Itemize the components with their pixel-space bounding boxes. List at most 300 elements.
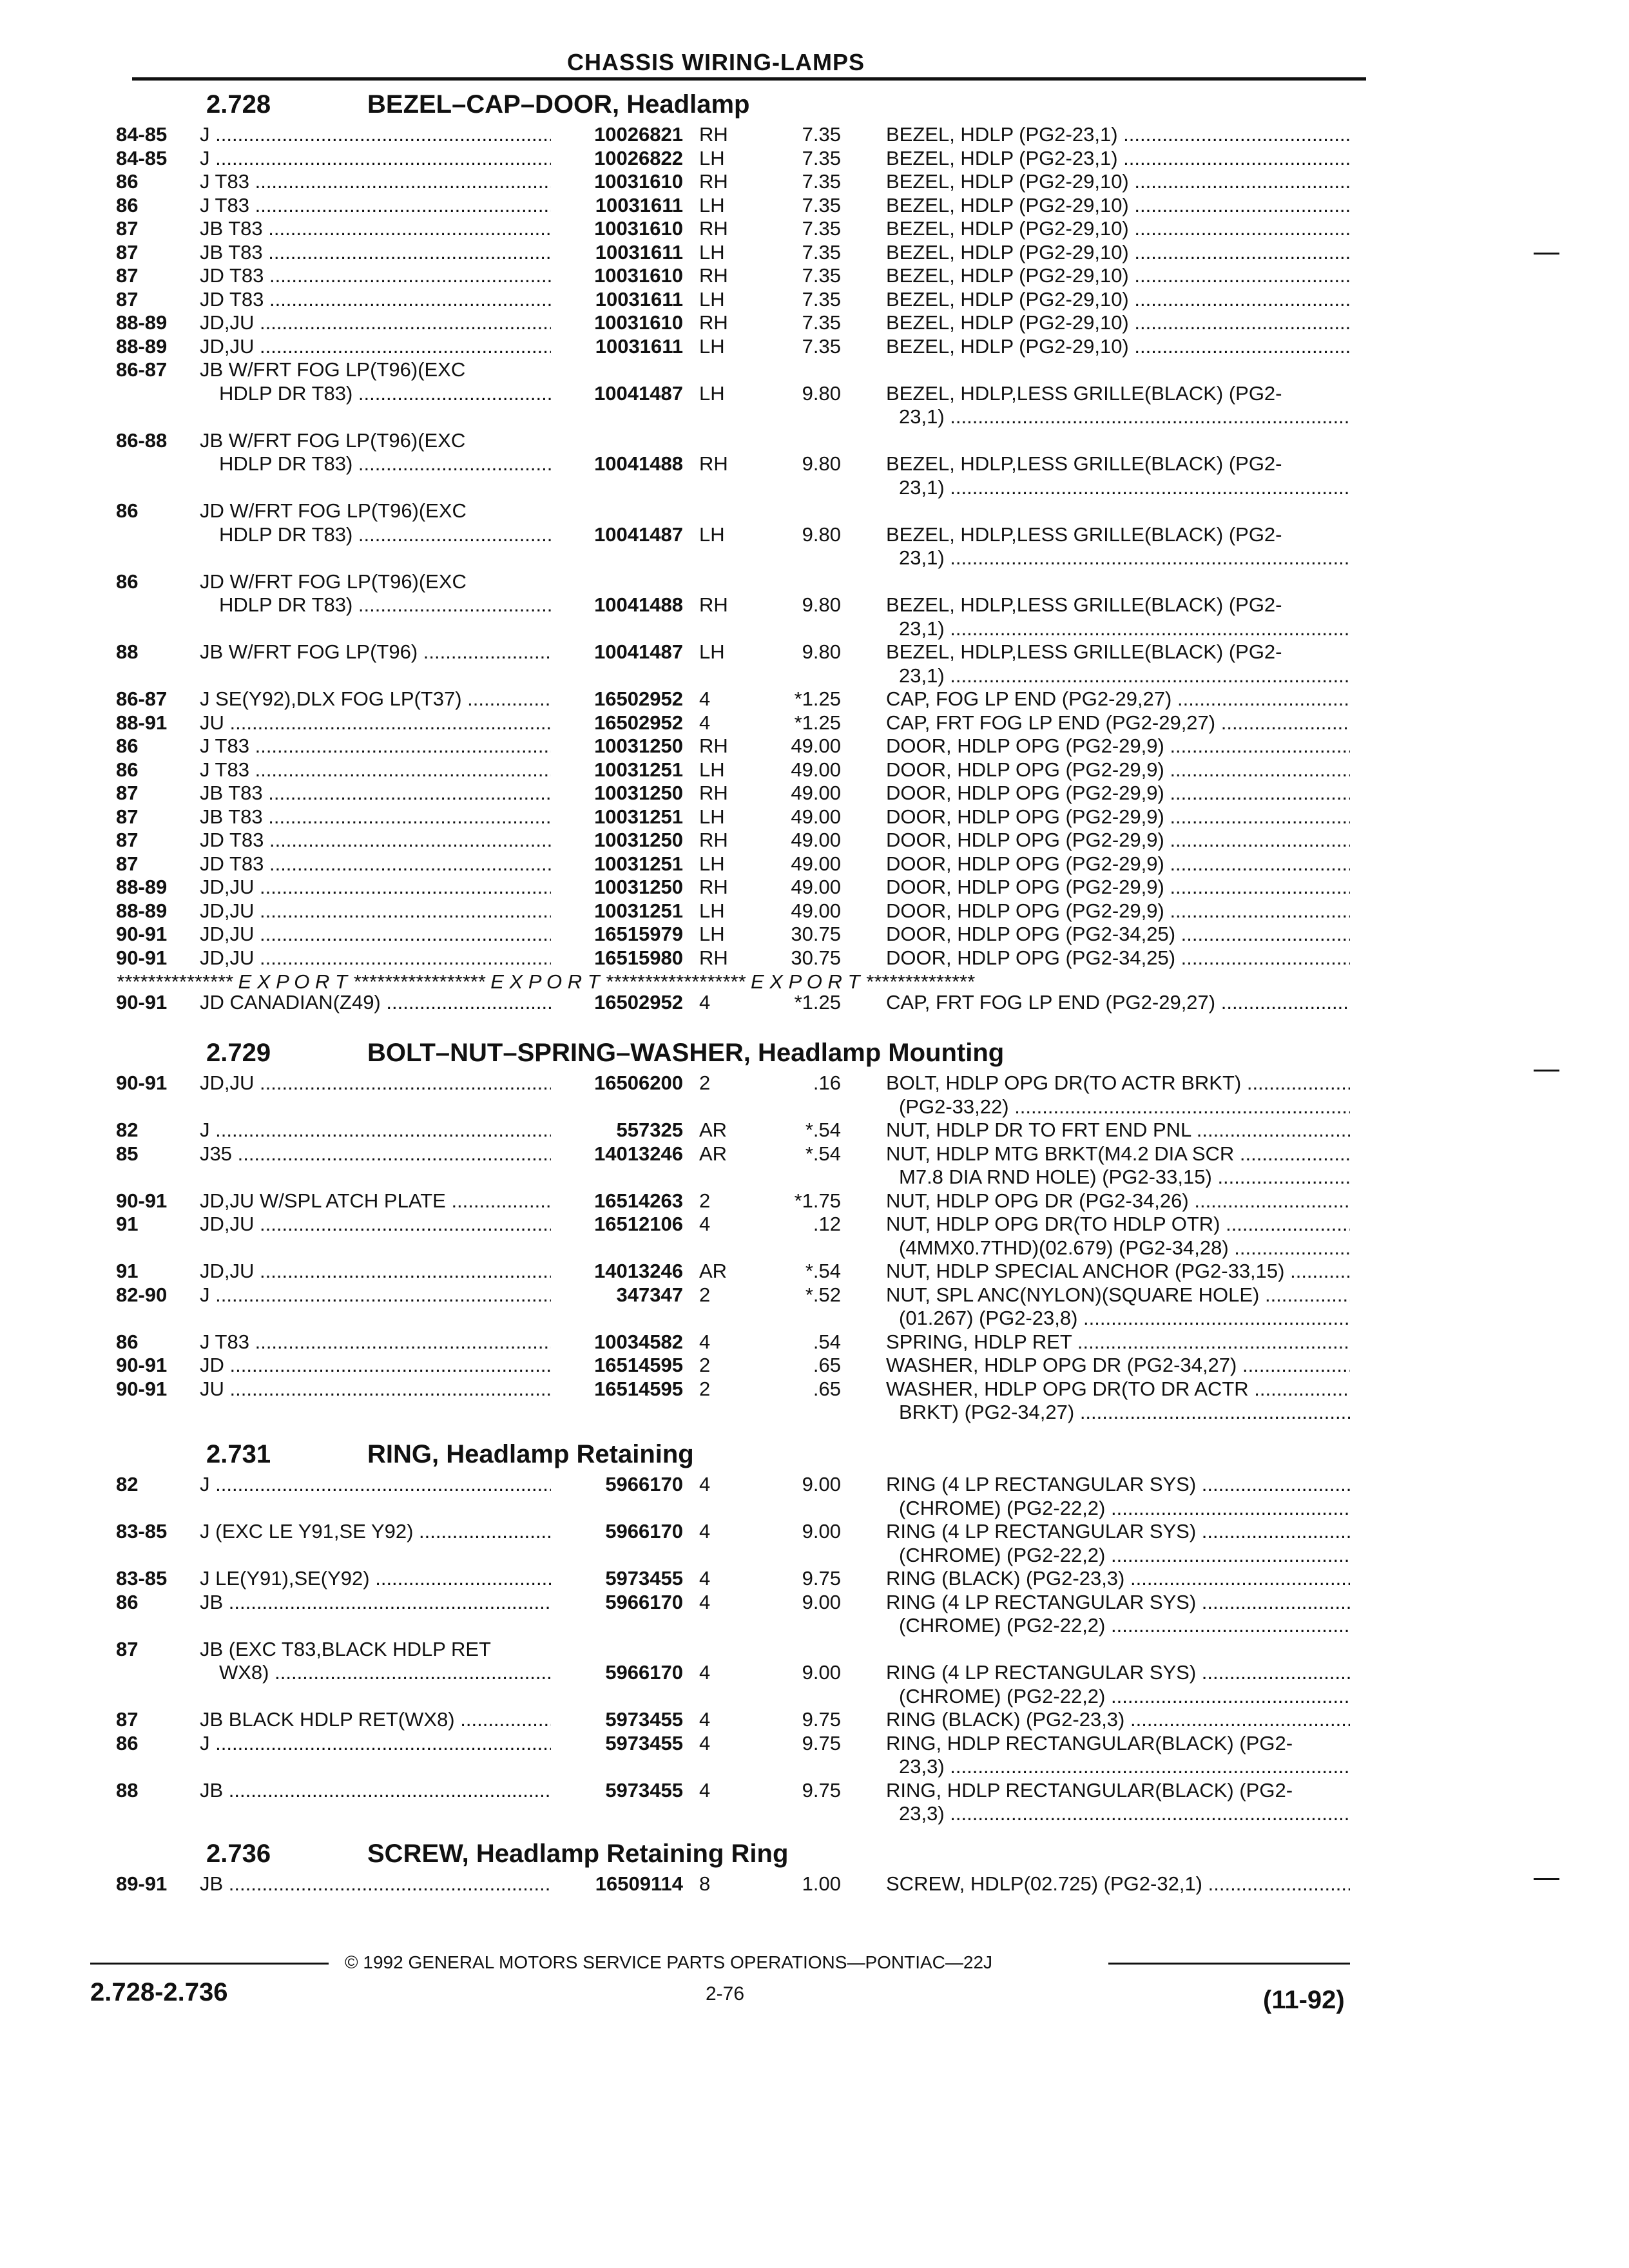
table-row	[0, 124, 1629, 146]
price: .65	[813, 1377, 841, 1400]
part-name: BEZEL, HDLP,LESS GRILLE(BLACK) (PG2-	[886, 453, 1282, 475]
part-name: SPRING, HDLP RET .....	[886, 1331, 1350, 1353]
table-row	[0, 336, 1629, 358]
part-name: BOLT, HDLP OPG DR(TO ACTR BRKT) .....	[886, 1072, 1350, 1094]
quantity: 2	[699, 1189, 711, 1212]
model-year: 90-91	[116, 923, 168, 945]
table-row	[0, 618, 1629, 640]
table-row	[0, 1497, 1629, 1519]
model-year: 86	[116, 758, 139, 781]
table-row	[0, 1378, 1629, 1400]
application-desc: JB .....	[200, 1873, 551, 1895]
part-name-cont: BRKT) (PG2-34,27) .....	[899, 1401, 1350, 1423]
part-name: RING (BLACK) (PG2-23,3) .....	[886, 1568, 1350, 1590]
section-title: BEZEL–CAP–DOOR, Headlamp	[367, 90, 750, 119]
application-desc: JD,JU .....	[200, 1072, 551, 1094]
price: 7.35	[802, 240, 841, 264]
footer-date: (11-92)	[1263, 1986, 1345, 2014]
section-number: 2.728	[206, 90, 271, 119]
part-number: 16514595	[594, 1377, 683, 1400]
application-desc: J T83 .....	[200, 171, 551, 193]
model-year: 86-87	[116, 687, 168, 710]
part-number: 16514595	[594, 1354, 683, 1376]
application-desc-cont: HDLP DR T83) .....	[219, 453, 551, 475]
model-year: 86-88	[116, 428, 168, 452]
section-number: 2.736	[206, 1840, 271, 1868]
price: 9.80	[802, 593, 841, 616]
part-number: 10031611	[595, 287, 683, 311]
price: *.54	[805, 1260, 841, 1282]
model-year: 88-89	[116, 311, 168, 334]
part-name: BEZEL, HDLP (PG2-29,10) .....	[886, 171, 1350, 193]
model-year: 88	[116, 640, 139, 663]
price: *.52	[805, 1283, 841, 1306]
table-row	[0, 1709, 1629, 1731]
table-row	[0, 524, 1629, 546]
footer-page-number: 2-76	[706, 1983, 745, 2004]
part-name: RING (BLACK) (PG2-23,3) .....	[886, 1709, 1350, 1731]
table-row	[0, 242, 1629, 264]
application-desc-cont: WX8) .....	[219, 1662, 551, 1684]
application-desc: JD W/FRT FOG LP(T96)(EXC	[200, 570, 467, 593]
part-name: CAP, FRT FOG LP END (PG2-29,27) .....	[886, 712, 1350, 734]
part-number: 10041488	[594, 593, 683, 616]
part-name: NUT, SPL ANC(NYLON)(SQUARE HOLE) .....	[886, 1284, 1350, 1306]
application-desc: J .....	[200, 1284, 551, 1306]
quantity: 4	[699, 1213, 711, 1235]
application-desc: JD,JU .....	[200, 1260, 551, 1282]
application-desc: JB W/FRT FOG LP(T96) .....	[200, 641, 551, 663]
part-number: 16502952	[594, 711, 683, 734]
footer-rule-left	[90, 1963, 329, 1965]
section-title: RING, Headlamp Retaining	[367, 1440, 694, 1468]
application-desc: J (EXC LE Y91,SE Y92) .....	[200, 1521, 551, 1542]
table-row	[0, 1096, 1629, 1118]
section-title: SCREW, Headlamp Retaining Ring	[367, 1840, 789, 1868]
price: 49.00	[791, 852, 841, 875]
price: 49.00	[791, 829, 841, 851]
price: .54	[813, 1330, 841, 1353]
price: .65	[813, 1354, 841, 1376]
part-name: NUT, HDLP DR TO FRT END PNL .....	[886, 1119, 1350, 1141]
application-desc: JD,JU .....	[200, 336, 551, 358]
application-desc: JU .....	[200, 1378, 551, 1400]
part-name: NUT, HDLP OPG DR (PG2-34,26) .....	[886, 1190, 1350, 1212]
application-desc: J SE(Y92),DLX FOG LP(T37) .....	[200, 688, 551, 710]
quantity: LH	[699, 923, 725, 945]
model-year: 88	[116, 1778, 139, 1802]
page-title: CHASSIS WIRING-LAMPS	[567, 49, 865, 75]
price: 9.00	[802, 1520, 841, 1542]
footer-section-range: 2.728-2.736	[90, 1978, 228, 2006]
quantity: RH	[699, 311, 728, 334]
price: 49.00	[791, 758, 841, 781]
table-row	[0, 1166, 1629, 1188]
part-number: 10041487	[594, 523, 683, 546]
table-row	[0, 712, 1629, 734]
quantity: 8	[699, 1872, 711, 1895]
part-name-cont: (CHROME) (PG2-22,2) .....	[899, 1686, 1350, 1707]
quantity: RH	[699, 829, 728, 851]
application-desc: JD CANADIAN(Z49) .....	[200, 992, 551, 1014]
application-desc: J T83 .....	[200, 735, 551, 757]
model-year: 88-89	[116, 899, 168, 922]
application-desc: JB BLACK HDLP RET(WX8) .....	[200, 1709, 551, 1731]
table-row	[0, 1260, 1629, 1282]
price: 9.80	[802, 640, 841, 663]
application-desc-cont: HDLP DR T83) .....	[219, 594, 551, 616]
application-desc: J T83 .....	[200, 759, 551, 781]
part-name-cont: 23,1) .....	[899, 618, 1350, 640]
quantity: 4	[699, 1778, 711, 1802]
table-row	[0, 1119, 1629, 1141]
application-desc: J T83 .....	[200, 1331, 551, 1353]
model-year: 90-91	[116, 1189, 168, 1212]
application-desc: JD T83 .....	[200, 853, 551, 875]
part-name-cont: (CHROME) (PG2-22,2) .....	[899, 1615, 1350, 1637]
table-row	[0, 1331, 1629, 1353]
application-desc: J T83 .....	[200, 195, 551, 216]
part-name: BEZEL, HDLP,LESS GRILLE(BLACK) (PG2-	[886, 523, 1282, 546]
table-row	[0, 853, 1629, 875]
table-row	[0, 1568, 1629, 1590]
model-year: 82-90	[116, 1283, 168, 1306]
part-name: BEZEL, HDLP (PG2-29,10) .....	[886, 195, 1350, 216]
quantity: 4	[699, 1708, 711, 1731]
table-row	[0, 1686, 1629, 1707]
part-name: NUT, HDLP SPECIAL ANCHOR (PG2-33,15) .....	[886, 1260, 1350, 1282]
model-year: 85	[116, 1142, 139, 1165]
price: *.54	[805, 1142, 841, 1165]
application-desc: JD T83 .....	[200, 829, 551, 851]
part-number: 5973455	[605, 1731, 683, 1754]
part-name: BEZEL, HDLP (PG2-29,10) .....	[886, 265, 1350, 287]
model-year: 88-91	[116, 711, 168, 734]
part-number: 10041487	[594, 381, 683, 405]
table-row	[0, 195, 1629, 216]
price: 9.75	[802, 1731, 841, 1754]
part-number: 10034582	[594, 1330, 683, 1353]
model-year: 83-85	[116, 1520, 168, 1542]
part-name-cont: (PG2-33,22) .....	[899, 1096, 1350, 1118]
part-name: DOOR, HDLP OPG (PG2-34,25) .....	[886, 947, 1350, 969]
table-row	[0, 571, 1629, 593]
price: 7.35	[802, 264, 841, 287]
table-row	[0, 1615, 1629, 1637]
price: 9.75	[802, 1778, 841, 1802]
quantity: 2	[699, 1072, 711, 1094]
quantity: LH	[699, 334, 725, 358]
model-year: 87	[116, 805, 139, 828]
model-year: 86	[116, 193, 139, 216]
table-row	[0, 923, 1629, 945]
part-number: 16502952	[594, 990, 683, 1014]
price: 9.00	[802, 1590, 841, 1613]
application-desc-cont: HDLP DR T83) .....	[219, 524, 551, 546]
table-row	[0, 1401, 1629, 1423]
quantity: LH	[699, 381, 725, 405]
part-name-cont: (CHROME) (PG2-22,2) .....	[899, 1544, 1350, 1566]
model-year: 82	[116, 1119, 139, 1141]
part-name: WASHER, HDLP OPG DR (PG2-34,27) .....	[886, 1354, 1350, 1376]
table-row	[0, 500, 1629, 522]
price: 9.00	[802, 1661, 841, 1684]
part-name: DOOR, HDLP OPG (PG2-29,9) .....	[886, 900, 1350, 922]
table-row	[0, 265, 1629, 287]
quantity: RH	[699, 782, 728, 804]
part-name: BEZEL, HDLP,LESS GRILLE(BLACK) (PG2-	[886, 382, 1282, 405]
part-name: RING (4 LP RECTANGULAR SYS) .....	[886, 1662, 1350, 1684]
part-name-cont: 23,1) .....	[899, 665, 1350, 687]
part-name: BEZEL, HDLP (PG2-29,10) .....	[886, 312, 1350, 334]
part-name-cont: 23,1) .....	[899, 477, 1350, 499]
table-row	[0, 1474, 1629, 1495]
quantity: 4	[699, 990, 711, 1014]
table-row	[0, 406, 1629, 428]
part-number: 10031250	[594, 782, 683, 804]
part-number: 10031250	[594, 876, 683, 898]
table-row	[0, 1143, 1629, 1165]
part-number: 5973455	[605, 1778, 683, 1802]
application-desc: J .....	[200, 1474, 551, 1495]
quantity: RH	[699, 593, 728, 616]
model-year: 84-85	[116, 123, 168, 146]
table-row	[0, 1756, 1629, 1778]
header-rule	[132, 77, 1366, 81]
section-number: 2.729	[206, 1039, 271, 1067]
quantity: AR	[699, 1142, 728, 1165]
model-year: 87	[116, 240, 139, 264]
table-row	[0, 1307, 1629, 1329]
section-number: 2.731	[206, 1440, 271, 1468]
part-name: DOOR, HDLP OPG (PG2-29,9) .....	[886, 759, 1350, 781]
table-row	[0, 1354, 1629, 1376]
price: 9.75	[802, 1708, 841, 1731]
table-row	[0, 1072, 1629, 1094]
table-row	[0, 453, 1629, 475]
quantity: LH	[699, 146, 725, 169]
price: 7.35	[802, 217, 841, 240]
price: *1.75	[794, 1189, 841, 1212]
price: *1.25	[794, 711, 841, 734]
table-row	[0, 1780, 1629, 1802]
part-number: 5973455	[605, 1567, 683, 1590]
quantity: 2	[699, 1377, 711, 1400]
model-year: 91	[116, 1260, 139, 1282]
price: 7.35	[802, 123, 841, 146]
footer-rule-right	[1108, 1963, 1350, 1965]
part-number: 16514263	[594, 1189, 683, 1212]
model-year: 87	[116, 782, 139, 804]
part-number: 5973455	[605, 1708, 683, 1731]
part-name: DOOR, HDLP OPG (PG2-29,9) .....	[886, 853, 1350, 875]
part-number: 10041487	[594, 640, 683, 663]
price: 7.35	[802, 311, 841, 334]
application-desc: J .....	[200, 1119, 551, 1141]
model-year: 87	[116, 1637, 139, 1660]
quantity: RH	[699, 946, 728, 969]
table-row	[0, 148, 1629, 169]
quantity: 4	[699, 1330, 711, 1353]
part-name-cont: 23,1) .....	[899, 406, 1350, 428]
price: 49.00	[791, 782, 841, 804]
part-number: 10031610	[594, 217, 683, 240]
model-year: 87	[116, 287, 139, 311]
part-name: BEZEL, HDLP,LESS GRILLE(BLACK) (PG2-	[886, 641, 1282, 663]
model-year: 86	[116, 1590, 139, 1613]
part-name: RING, HDLP RECTANGULAR(BLACK) (PG2-	[886, 1732, 1293, 1754]
part-name: NUT, HDLP MTG BRKT(M4.2 DIA SCR .....	[886, 1143, 1350, 1165]
application-desc: JD,JU .....	[200, 947, 551, 969]
table-row	[0, 594, 1629, 616]
part-number: 10026821	[594, 123, 683, 146]
table-row	[0, 1591, 1629, 1613]
part-number: 16506200	[594, 1072, 683, 1094]
table-row	[0, 759, 1629, 781]
part-number: 10031250	[594, 829, 683, 851]
table-row	[0, 1639, 1629, 1660]
application-desc: JD,JU .....	[200, 900, 551, 922]
model-year: 82	[116, 1473, 139, 1495]
part-name: DOOR, HDLP OPG (PG2-29,9) .....	[886, 806, 1350, 828]
application-desc: J35 .....	[200, 1143, 551, 1165]
part-number: 10031610	[594, 311, 683, 334]
table-row	[0, 992, 1629, 1014]
table-row	[0, 1662, 1629, 1684]
table-row	[0, 547, 1629, 569]
table-row	[0, 829, 1629, 851]
price: 9.80	[802, 452, 841, 475]
part-number: 16512106	[594, 1213, 683, 1235]
part-name: NUT, HDLP OPG DR(TO HDLP OTR) .....	[886, 1213, 1350, 1235]
table-row	[0, 218, 1629, 240]
price: 9.75	[802, 1567, 841, 1590]
section-title: BOLT–NUT–SPRING–WASHER, Headlamp Mounting	[367, 1039, 1005, 1067]
application-desc: JB T83 .....	[200, 782, 551, 804]
table-row	[0, 383, 1629, 405]
quantity: RH	[699, 264, 728, 287]
quantity: LH	[699, 640, 725, 663]
application-desc: JB .....	[200, 1780, 551, 1802]
table-row	[0, 289, 1629, 311]
price: .16	[813, 1072, 841, 1094]
part-number: 10031610	[594, 170, 683, 193]
part-name: RING (4 LP RECTANGULAR SYS) .....	[886, 1591, 1350, 1613]
table-row	[0, 1733, 1629, 1754]
margin-mark	[1534, 253, 1559, 255]
quantity: 4	[699, 1731, 711, 1754]
part-name: DOOR, HDLP OPG (PG2-29,9) .....	[886, 735, 1350, 757]
quantity: RH	[699, 876, 728, 898]
quantity: AR	[699, 1119, 728, 1141]
quantity: RH	[699, 735, 728, 757]
table-row	[0, 359, 1629, 381]
application-desc: J .....	[200, 124, 551, 146]
table-row	[0, 947, 1629, 969]
part-number: 10031251	[594, 758, 683, 781]
model-year: 86	[116, 570, 139, 593]
quantity: 4	[699, 1567, 711, 1590]
model-year: 90-91	[116, 1072, 168, 1094]
table-row	[0, 1284, 1629, 1306]
price: 9.80	[802, 523, 841, 546]
part-number: 5966170	[605, 1590, 683, 1613]
part-number: 347347	[616, 1283, 683, 1306]
model-year: 87	[116, 1708, 139, 1731]
part-number: 557325	[616, 1119, 683, 1141]
part-name-cont: 23,3) .....	[899, 1803, 1350, 1825]
price: *1.25	[794, 990, 841, 1014]
table-row	[0, 312, 1629, 334]
application-desc: JD,JU .....	[200, 923, 551, 945]
part-number: 16515979	[594, 923, 683, 945]
price: 1.00	[802, 1872, 841, 1895]
part-number: 10031611	[595, 334, 683, 358]
part-name: SCREW, HDLP(02.725) (PG2-32,1) .....	[886, 1873, 1350, 1895]
part-name: DOOR, HDLP OPG (PG2-34,25) .....	[886, 923, 1350, 945]
table-row	[0, 688, 1629, 710]
price: .12	[813, 1213, 841, 1235]
part-name-cont: 23,1) .....	[899, 547, 1350, 569]
quantity: 4	[699, 711, 711, 734]
table-row	[0, 665, 1629, 687]
table-row	[0, 477, 1629, 499]
application-desc: JD T83 .....	[200, 289, 551, 311]
quantity: 4	[699, 687, 711, 710]
model-year: 88-89	[116, 876, 168, 898]
table-row	[0, 641, 1629, 663]
application-desc: JB (EXC T83,BLACK HDLP RET	[200, 1638, 491, 1660]
part-name-cont: (01.267) (PG2-23,8) .....	[899, 1307, 1350, 1329]
price: 9.00	[802, 1473, 841, 1495]
part-name-cont: M7.8 DIA RND HOLE) (PG2-33,15) .....	[899, 1166, 1350, 1188]
application-desc: JB W/FRT FOG LP(T96)(EXC	[200, 359, 466, 381]
application-desc: JD,JU W/SPL ATCH PLATE .....	[200, 1190, 551, 1212]
quantity: RH	[699, 170, 728, 193]
model-year: 90-91	[116, 990, 168, 1014]
quantity: RH	[699, 217, 728, 240]
part-name: BEZEL, HDLP (PG2-23,1) .....	[886, 148, 1350, 169]
part-name: BEZEL, HDLP (PG2-29,10) .....	[886, 242, 1350, 264]
price: 9.80	[802, 381, 841, 405]
application-desc: JB T83 .....	[200, 218, 551, 240]
price: *1.25	[794, 687, 841, 710]
quantity: LH	[699, 287, 725, 311]
application-desc: JB T83 .....	[200, 806, 551, 828]
export-divider: *************** E X P O R T ***************** E X P O R T ****************** E X P O R T **************	[116, 970, 974, 993]
application-desc: J LE(Y91),SE(Y92) .....	[200, 1568, 551, 1590]
model-year: 87	[116, 264, 139, 287]
model-year: 90-91	[116, 946, 168, 969]
price: *.54	[805, 1119, 841, 1141]
quantity: LH	[699, 899, 725, 922]
model-year: 86	[116, 1330, 139, 1353]
margin-mark	[1534, 1878, 1559, 1880]
part-number: 5966170	[605, 1473, 683, 1495]
part-number: 5966170	[605, 1661, 683, 1684]
table-row	[0, 876, 1629, 898]
model-year: 90-91	[116, 1354, 168, 1376]
model-year: 89-91	[116, 1872, 168, 1895]
part-name: DOOR, HDLP OPG (PG2-29,9) .....	[886, 829, 1350, 851]
model-year: 86-87	[116, 358, 168, 381]
part-number: 10031610	[594, 264, 683, 287]
table-row	[0, 1521, 1629, 1542]
price: 49.00	[791, 899, 841, 922]
part-number: 10031250	[594, 735, 683, 757]
model-year: 83-85	[116, 1567, 168, 1590]
application-desc: JD,JU .....	[200, 876, 551, 898]
